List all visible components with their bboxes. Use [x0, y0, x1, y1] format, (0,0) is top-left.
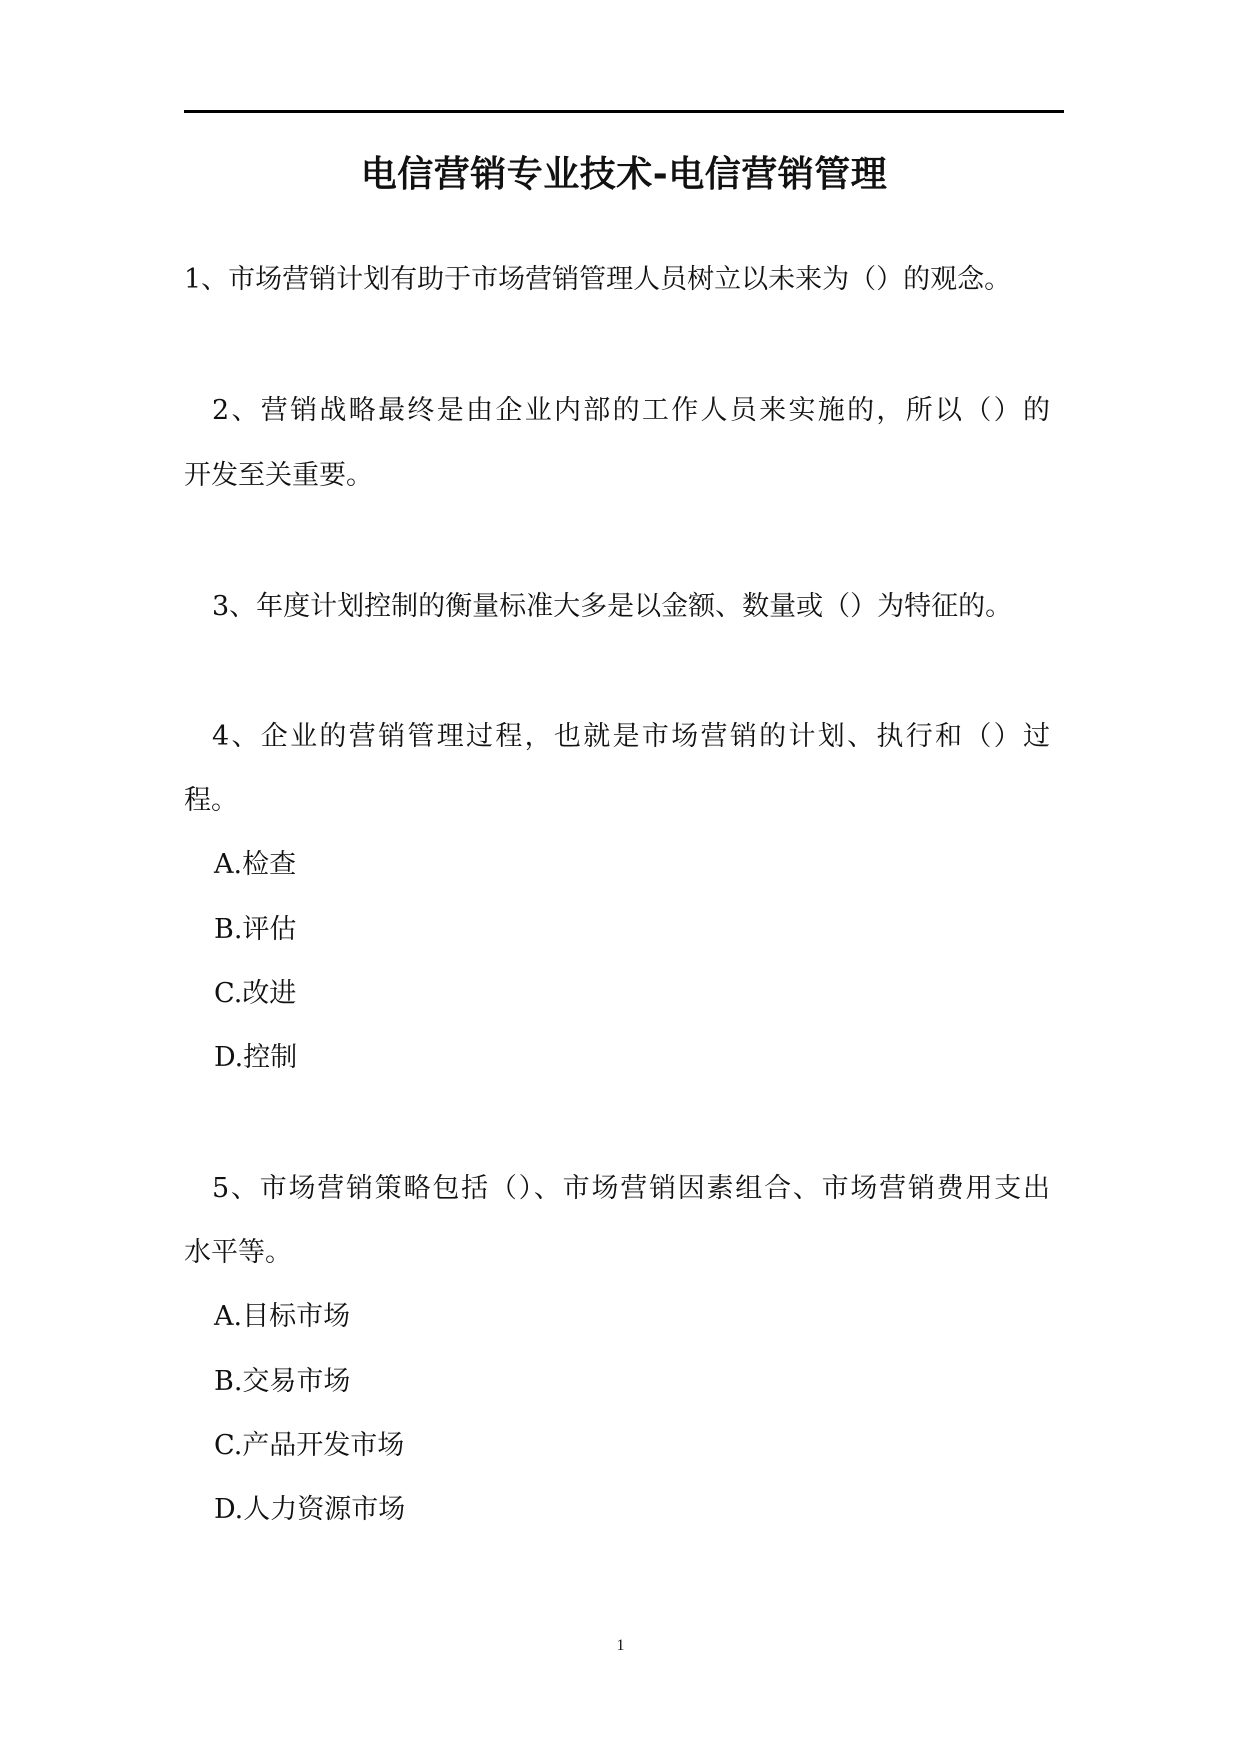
question-5-line-1: 5、市场营销策略包括（）、市场营销因素组合、市场营销费用支出 [212, 1173, 1050, 1204]
question-4-option-a: A.检查 [214, 849, 297, 880]
question-2-line-1: 2、营销战略最终是由企业内部的工作人员来实施的，所以（）的 [212, 395, 1050, 426]
question-2-line-2: 开发至关重要。 [184, 460, 373, 491]
question-4-line-2: 程。 [184, 785, 238, 816]
question-4-option-d: D.控制 [214, 1042, 298, 1073]
question-4-line-1: 4、企业的营销管理过程，也就是市场营销的计划、执行和（）过 [212, 721, 1050, 752]
header-rule [184, 110, 1064, 113]
question-5-option-d: D.人力资源市场 [214, 1494, 406, 1525]
question-4-option-c: C.改进 [214, 978, 297, 1009]
question-5-option-a: A.目标市场 [214, 1301, 351, 1332]
question-4-option-b: B.评估 [214, 914, 297, 945]
question-1-line-1: 1、市场营销计划有助于市场营销管理人员树立以未来为（）的观念。 [184, 264, 1012, 295]
document-title: 电信营销专业技术-电信营销管理 [360, 154, 888, 195]
question-5-option-c: C.产品开发市场 [214, 1430, 405, 1461]
question-3-line-1: 3、年度计划控制的衡量标准大多是以金额、数量或（）为特征的。 [212, 591, 1013, 622]
question-5-line-2: 水平等。 [184, 1237, 292, 1268]
question-5-option-b: B.交易市场 [214, 1366, 351, 1397]
page-number: 1 [616, 1637, 625, 1654]
